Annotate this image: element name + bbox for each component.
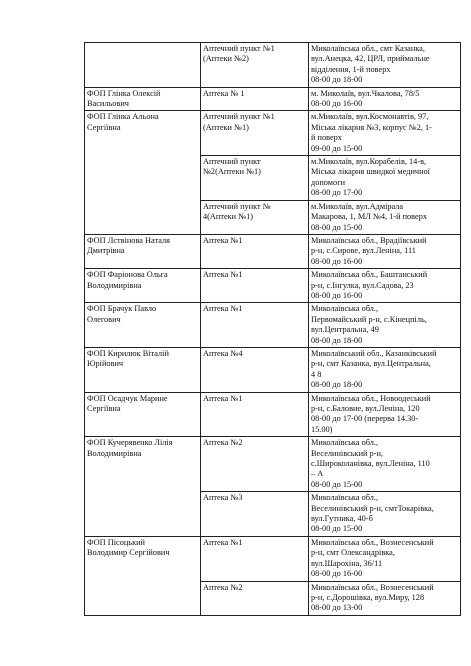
address-cell-line: Макарова, 1, МЛ №4, 1-й поверх [311,212,428,222]
address-cell-line: р-н, с.Баловне, вул.Леніна, 120 [311,404,420,413]
address-cell-line: Первомайський р-н, с.Кінецпіль, [311,314,427,324]
address-cell-line: Миколаївська обл., Баштанський [311,270,428,280]
address-cell-line: 08-00 до 17-00 (перерва 14.30- [311,414,419,424]
pharmacy-cell-line: №2(Аптеки №1) [203,167,261,177]
table-row [85,536,461,581]
address-cell-line: допомоги [311,177,346,187]
owner-cell [85,87,201,111]
address-cell-line: м.Миколаїв, вул.Адмірала [311,201,404,211]
address-cell-line: р-н, смт Казанка, вул.Центральна, [311,359,431,369]
address-cell-line: 08-00 до 18-00 [311,335,363,345]
owner-cell-line: Володимирівна [87,280,142,290]
address-cell-line: Веселинівський р-н, смтТокарівка, [311,503,434,513]
owner-cell-line: Юрійович [87,359,124,369]
address-cell-line: Миколаївська обл., Вознесенський [311,582,434,592]
address-cell-line: р-н, смт Олександрівка, [311,548,395,558]
owner-cell [85,111,201,234]
address-cell-line: Миколаївський обл., Казанківський [311,348,437,358]
address-cell-line: вул.Центральна, 49 [311,325,379,335]
pharmacy-cell-line: 4(Аптеки №1) [203,212,254,222]
address-cell-line: м.Миколаїв, вул.Космонавтів, 97, [311,112,429,122]
pharmacy-cell-line: Аптека №1 [203,304,243,314]
pharmacy-cell-line: (Аптеки №1) [203,122,249,132]
pharmacy-cell-line: Аптечний пункт №1 [203,44,275,53]
pharmacy-cell [201,200,309,234]
owner-cell-line: ФОП Пісоцький [87,537,145,547]
address-cell-line: 4 8 [311,369,322,379]
address-cell [309,234,461,268]
address-cell [309,87,461,111]
pharmacy-cell-line: Аптечний пункт № [203,201,271,211]
address-cell [309,156,461,201]
owner-cell-line: ФОП Брачук Павло [87,304,157,314]
pharmacy-cell-line: Аптечний пункт [203,157,261,167]
address-cell-line: 08-00 до 13-00 [311,603,363,613]
table-row [85,437,461,492]
pharmacy-cell [201,581,309,615]
pharmacy-cell [201,156,309,201]
address-cell [309,437,461,492]
owner-cell-line: ФОП Глінка Альона [87,112,159,122]
pharmacy-cell [201,234,309,268]
table-row [85,392,461,437]
owner-cell [85,269,201,303]
pharmacy-cell-line: (Аптеки №2) [203,54,249,64]
owner-cell-line: Дмитрівна [87,246,125,256]
address-cell-line: 15.00) [311,424,333,434]
address-cell-line: Миколаївська обл., Врадіївський [311,235,427,245]
address-cell-line: вул.Анецка, 42, ЦРЛ, приймальне [311,54,430,64]
pharmacy-cell [201,437,309,492]
owner-cell-line: ФОП Лствінова Наталя [87,235,170,245]
table-row [85,43,461,88]
address-cell-line: відділення, 1-й поверх [311,64,391,74]
table-row [85,87,461,111]
pharmacy-cell [201,111,309,156]
pharmacy-cell [201,43,309,88]
address-cell [309,303,461,348]
owner-cell-line: ФОП Осадчук Марине [87,393,168,403]
address-cell-line: Миколаївська обл., [311,438,379,448]
address-cell-line: вул.Гутника, 40-б [311,514,373,524]
pharmacy-cell [201,347,309,392]
address-cell [309,581,461,615]
address-cell-line: р-н, с.Дорошівка, вул.Миру, 128 [311,592,425,602]
address-cell-line: Міська лікарня №3, корпус №2, 1- [311,122,432,132]
address-cell-line: 08-00 до 15-00 [311,222,363,232]
address-cell-line: р-н, с.Iнгулка, вул.Садова, 23 [311,280,414,290]
table-row [85,269,461,303]
table-row [85,347,461,392]
pharmacy-cell [201,87,309,111]
pharmacy-cell-line: Аптека №2 [203,438,243,448]
address-cell-line: Міська лікарня швидкої медичної [311,167,430,177]
owner-cell [85,303,201,348]
address-cell [309,43,461,88]
address-cell-line: 08-00 до 18-00 [311,380,363,390]
owner-cell-line: ФОП Кучерявенко Лілія [87,438,173,448]
address-cell-line: Веселинівський р-н, [311,448,383,458]
address-cell-line: Миколаївська обл., [311,493,379,503]
table-row [85,303,461,348]
address-cell-line: 08-00 до 16-00 [311,99,363,109]
owner-cell [85,234,201,268]
pharmacy-cell [201,492,309,537]
address-cell-line: вул.Шарохіна, 36/11 [311,558,383,568]
address-cell-line: м. Миколаїв, вул.Чкалова, 78/5 [311,88,420,98]
table-row [85,234,461,268]
owner-cell-line: Володимир Сергійович [87,548,170,558]
pharmacy-cell [201,536,309,581]
owner-cell [85,437,201,537]
owner-cell-line: ФОП Глінка Олексій [87,88,161,98]
pharmacy-table-body [85,43,461,616]
owner-cell-line: Сергіївна [87,404,121,413]
address-cell-line: 08-00 до 16-00 [311,256,363,266]
address-cell-line: 08-00 до 15-00 [311,524,363,534]
pharmacy-cell-line: Аптека №1 [203,270,243,280]
address-cell-line: Миколаївська обл., смт Казанка, [311,44,425,53]
address-cell-line: с.Широколанівка, вул.Леніна, 110 [311,459,430,469]
pharmacy-cell-line: Аптека №1 [203,235,243,245]
address-cell-line: й поверх [311,133,342,143]
table-row [85,111,461,156]
owner-cell [85,536,201,615]
pharmacy-cell-line: Аптека №1 [203,393,243,403]
pharmacy-cell [201,269,309,303]
owner-cell-line: ФОП Кирилюк Віталій [87,348,169,358]
address-cell-line: Миколаївська обл., [311,304,379,314]
pharmacy-cell [201,303,309,348]
address-cell-line: м.Миколаїв, вул.Корабелів, 14-в, [311,157,427,167]
owner-cell [85,43,201,88]
owner-cell-line: Сергіївна [87,122,121,132]
address-cell [309,392,461,437]
address-cell [309,200,461,234]
pharmacy-cell-line: Аптека №1 [203,537,243,547]
address-cell [309,111,461,156]
pharmacy-cell-line: Аптека № 1 [203,88,245,98]
address-cell [309,269,461,303]
address-cell-line: 09-00 до 15-00 [311,143,363,153]
address-cell-line: – А [311,469,324,479]
owner-cell-line: Олегович [87,314,121,324]
owner-cell-line: Васильович [87,99,129,109]
owner-cell-line: ФОП Фаріонова Ольга [87,270,168,280]
address-cell [309,347,461,392]
address-cell-line: 08-00 до 17-00 [311,188,363,198]
pharmacy-cell-line: Аптека №2 [203,582,243,592]
pharmacy-cell [201,392,309,437]
pharmacy-table [84,42,461,616]
owner-cell [85,392,201,437]
address-cell [309,536,461,581]
address-cell-line: 08-00 до 16-00 [311,290,363,300]
address-cell-line: Миколаївська обл., Новоодеський [311,393,431,403]
owner-cell-line: Володимирівна [87,448,142,458]
address-cell-line: 08-00 до 15-00 [311,479,363,489]
owner-cell [85,347,201,392]
pharmacy-cell-line: Аптека №3 [203,493,243,503]
address-cell-line: Миколаївська обл., Вознесенський [311,537,434,547]
address-cell-line: 08-00 до 18-00 [311,75,363,85]
pharmacy-cell-line: Аптечний пункт №1 [203,112,275,122]
pharmacy-cell-line: Аптека №4 [203,348,243,358]
address-cell-line: р-н, с.Сирове, вул.Леніна, 111 [311,246,416,256]
address-cell [309,492,461,537]
address-cell-line: 08-00 до 16-00 [311,569,363,579]
